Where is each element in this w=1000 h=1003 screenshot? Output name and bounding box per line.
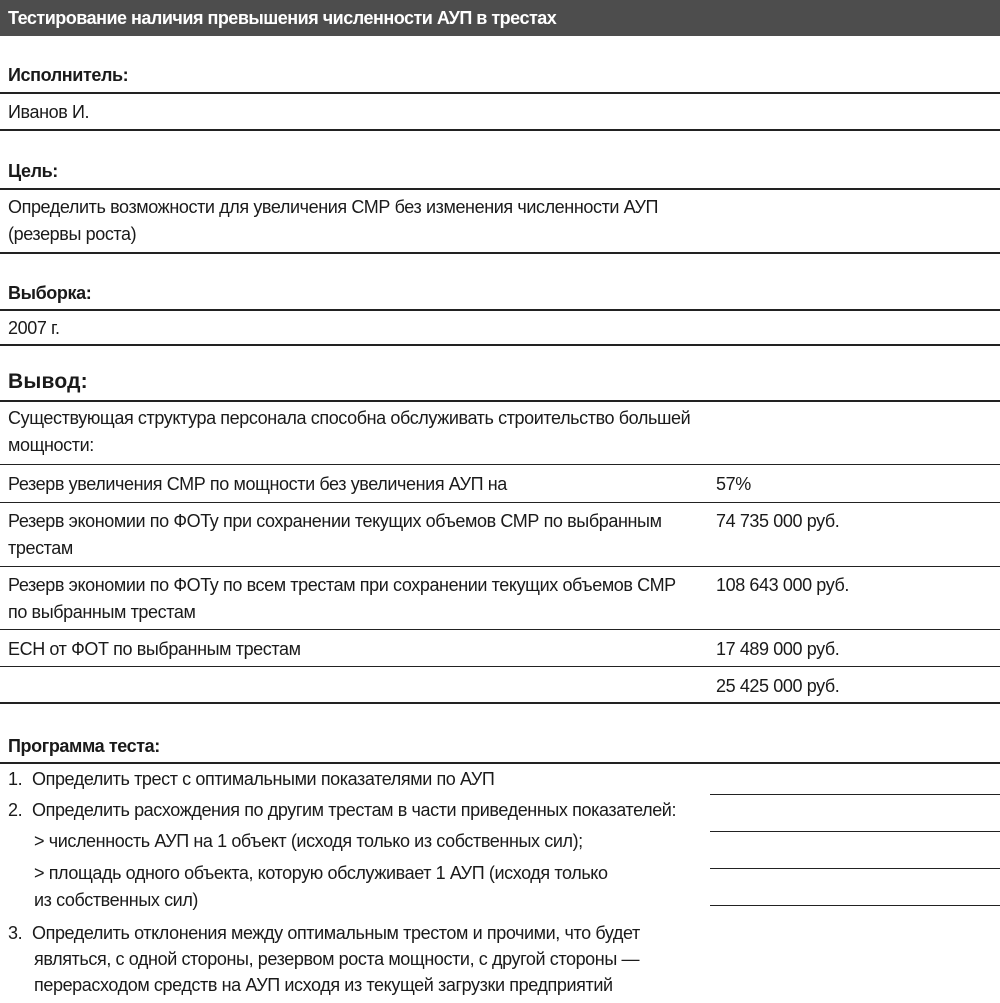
program-subitem-2: > площадь одного объекта, которую обслуживает 1 АУП (исходя только <box>34 863 608 883</box>
conclusion-label: Вывод: <box>8 370 88 393</box>
divider <box>0 309 1000 311</box>
divider <box>0 464 1000 465</box>
item-text: Определить расхождения по другим трестам в части приведенных показателей: <box>32 800 677 820</box>
program-item-2 <box>8 797 676 823</box>
program-item-3 <box>8 920 640 946</box>
item-text: Определить отклонения между оптимальным трестом и прочими, что будет <box>32 923 640 943</box>
goal-text-line-2: (резервы роста) <box>8 224 137 244</box>
conclusion-row-4-value: 17 489 000 руб. <box>716 639 840 659</box>
conclusion-row-3-text-line-1: Резерв экономии по ФОТу по всем трестам при сохранении текущих объемов СМР <box>8 575 676 595</box>
program-item-3-cont-2: перерасходом средств на АУП исходя из текущей загрузки предприятий <box>34 975 613 995</box>
answer-line <box>710 794 1000 795</box>
item-text: Определить трест с оптимальными показателями по АУП <box>32 769 495 789</box>
conclusion-row-2-value: 74 735 000 руб. <box>716 511 840 531</box>
sample-value: 2007 г. <box>8 318 60 338</box>
executor-label: Исполнитель: <box>8 65 129 85</box>
program-item-3-cont-1: являться, с одной стороны, резервом роста мощности, с другой стороны — <box>34 949 640 969</box>
divider <box>0 702 1000 704</box>
conclusion-row-3-value: 108 643 000 руб. <box>716 575 850 595</box>
conclusion-row-2-text-line-2: трестам <box>8 538 73 558</box>
program-subitem-2-cont: из собственных сил) <box>34 890 199 910</box>
conclusion-row-1-text: Резерв увеличения СМР по мощности без увеличения АУП на <box>8 474 507 494</box>
conclusion-intro-line-1: Существующая структура персонала способна обслуживать строительство большей <box>8 408 691 428</box>
divider <box>0 129 1000 131</box>
conclusion-row-4-text: ЕСН от ФОТ по выбранным трестам <box>8 639 301 659</box>
sample-label: Выборка: <box>8 283 92 303</box>
divider <box>0 762 1000 764</box>
item-number: 1. <box>8 769 23 789</box>
conclusion-intro-line-2: мощности: <box>8 435 94 455</box>
conclusion-row-3-text-line-2: по выбранным трестам <box>8 602 196 622</box>
program-subitem-1: > численность АУП на 1 объект (исходя только из собственных сил); <box>34 831 583 851</box>
goal-text-line-1: Определить возможности для увеличения СМР без изменения численности АУП <box>8 197 659 217</box>
answer-line <box>710 905 1000 906</box>
item-number: 3. <box>8 923 23 943</box>
divider <box>0 252 1000 254</box>
divider <box>0 188 1000 190</box>
divider <box>0 502 1000 503</box>
divider <box>0 400 1000 402</box>
divider <box>0 344 1000 346</box>
divider <box>0 666 1000 667</box>
answer-line <box>710 868 1000 869</box>
document-title: Тестирование наличия превышения численности АУП в трестах <box>0 0 1000 36</box>
conclusion-row-2-text-line-1: Резерв экономии по ФОТу при сохранении текущих объемов СМР по выбранным <box>8 511 662 531</box>
divider <box>0 629 1000 630</box>
conclusion-row-5-value: 25 425 000 руб. <box>716 676 840 696</box>
item-number: 2. <box>8 800 23 820</box>
goal-label: Цель: <box>8 161 58 181</box>
executor-value: Иванов И. <box>8 102 90 122</box>
answer-line <box>710 831 1000 832</box>
program-item-1 <box>8 766 494 792</box>
divider <box>0 566 1000 567</box>
divider <box>0 92 1000 94</box>
program-label: Программа теста: <box>8 736 160 756</box>
conclusion-row-1-value: 57% <box>716 474 751 494</box>
